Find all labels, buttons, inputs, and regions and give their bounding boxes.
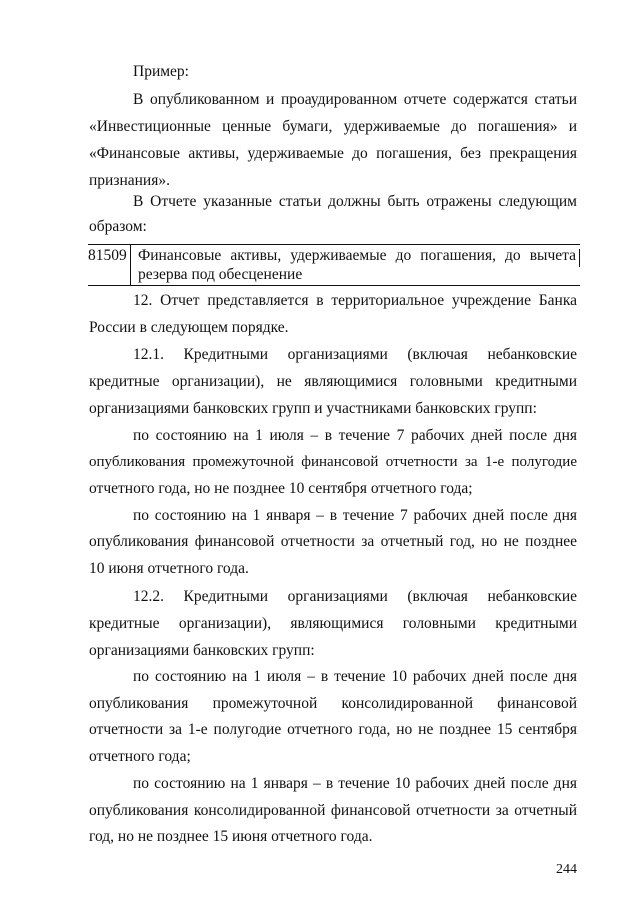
paragraph-line: опубликования финансовой отчетности за отчетный год, но не позднее: [89, 533, 577, 550]
paragraph-line: 12.2. Кредитными организациями (включая небанковские: [133, 588, 577, 605]
account-description-line: Финансовые активы, удерживаемые до погашения, до вычета: [138, 247, 576, 264]
paragraph-line: «Финансовые активы, удерживаемые до погашения, без прекращения: [89, 145, 577, 162]
account-description-line: резерва под обесценение: [138, 266, 303, 283]
paragraph-line: по состоянию на 1 июля – в течение 7 рабочих дней после дня: [133, 427, 577, 444]
paragraph-line: отчетного года, но не позднее 10 сентября отчетного года;: [89, 480, 473, 497]
page-number: 244: [556, 862, 577, 877]
paragraph-line: 12. Отчет представляется в территориальное учреждение Банка: [133, 292, 577, 309]
paragraph-line: по состоянию на 1 января – в течение 7 рабочих дней после дня: [133, 507, 577, 524]
paragraph-line: отчетного года;: [89, 748, 191, 765]
paragraph-line: по состоянию на 1 июля – в течение 10 рабочих дней после дня: [133, 668, 577, 685]
account-code: 81509: [88, 245, 131, 286]
paragraph-line: опубликования промежуточной финансовой отчетности за 1-е полугодие: [89, 454, 577, 470]
paragraph-line: России в следующем порядке.: [89, 319, 289, 336]
paragraph-line: организациями банковских групп и участниками банковских групп:: [89, 400, 537, 417]
paragraph-line: отчетности за 1-е полугодие отчетного года, но не позднее 15 сентября: [89, 721, 577, 738]
paragraph-line: организациями банковских групп:: [89, 642, 315, 659]
account-description: [138, 246, 576, 284]
paragraph-line: «Инвестиционные ценные бумаги, удерживаемые до погашения» и: [89, 118, 577, 135]
paragraph-line: год, но не позднее 15 июня отчетного года.: [89, 828, 373, 845]
paragraph-line: кредитные организации), являющимися головными кредитными: [89, 615, 577, 632]
account-table: [88, 244, 580, 286]
paragraph-line: 12.1. Кредитными организациями (включая небанковские: [133, 346, 577, 363]
paragraph-line: кредитные организации), не являющимися головными кредитными: [89, 373, 577, 390]
paragraph-line: В опубликованном и проаудированном отчете содержатся статьи: [133, 91, 577, 108]
table-border-right: [579, 249, 580, 267]
paragraph-line: опубликования промежуточной консолидированной финансовой: [89, 695, 577, 712]
example-heading: Пример:: [133, 63, 189, 80]
paragraph-line: В Отчете указанные статьи должны быть отражены следующим: [133, 193, 577, 210]
paragraph-line: по состоянию на 1 января – в течение 10 рабочих дней после дня: [133, 775, 577, 792]
paragraph-line: 10 июня отчетного года.: [89, 560, 249, 577]
paragraph-line: признания».: [89, 172, 170, 189]
paragraph-line: опубликования консолидированной финансовой отчетности за отчетный: [89, 802, 577, 819]
paragraph-line: образом:: [89, 218, 147, 235]
